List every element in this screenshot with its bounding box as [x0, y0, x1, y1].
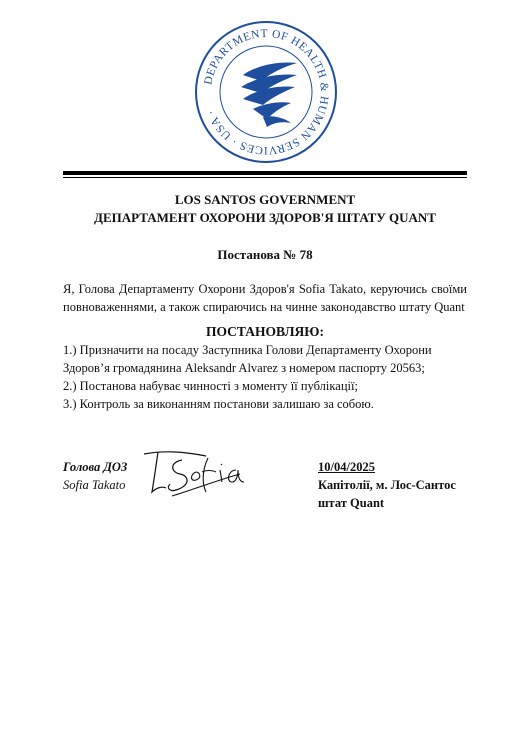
hhs-seal-logo	[191, 17, 341, 167]
place-line-1: Капітолії, м. Лос-Сантос	[318, 478, 456, 492]
ordain-heading: ПОСТАНОВЛЯЮ:	[206, 324, 324, 339]
signer-role: Голова ДОЗ	[63, 460, 128, 474]
date-place-block	[318, 458, 456, 512]
decree-title: Постанова № 78	[217, 247, 313, 262]
signer-name: Sofia Takato	[63, 478, 126, 492]
decree-item: 3.) Контроль за виконанням постанови залишаю за собою.	[63, 397, 374, 411]
header-rule-thick	[63, 171, 467, 175]
decree-item: 2.) Постанова набуває чинності з моменту її публікації;	[63, 379, 358, 393]
place-line-2: штат Quant	[318, 496, 385, 510]
signer-block	[63, 458, 127, 494]
header-rule-thin	[63, 177, 467, 178]
handwritten-signature	[136, 440, 246, 500]
svg-text:DEPARTMENT OF HEALTH & HUMAN S: DEPARTMENT OF HEALTH & HUMAN SERVICES · USA ·	[202, 27, 331, 157]
decree-intro: Я, Голова Департаменту Охорони Здоров'я Sofia Takato, керуючись своїми повноваженнями, а також спираючись на чинне законодавство штату Quant	[63, 282, 467, 314]
decree-item: 1.) Призначити на посаду Заступника Голови Департаменту Охорони Здоров’я громадянина Aleksandr Alvarez з номером паспорту 20563;	[63, 343, 432, 375]
government-title: LOS SANTOS GOVERNMENT	[174, 192, 356, 207]
decree-date: 10/04/2025	[318, 460, 375, 474]
department-title: ДЕПАРТАМЕНТ ОХОРОНИ ЗДОРОВ'Я ШТАТУ QUANT	[94, 210, 436, 225]
decree-items	[63, 341, 467, 413]
